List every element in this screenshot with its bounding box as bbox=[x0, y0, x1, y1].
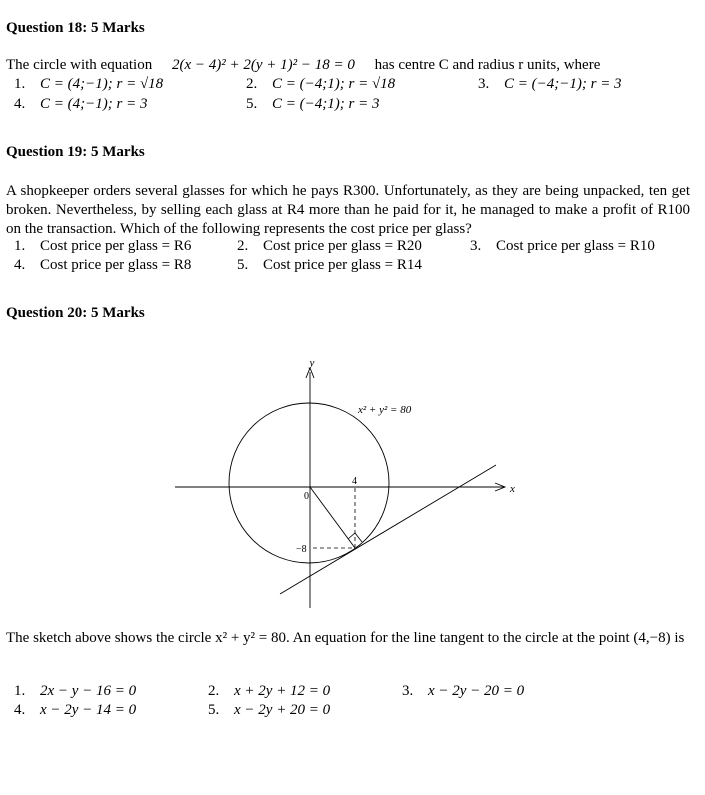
q19-heading-label: Question 19 bbox=[6, 144, 83, 160]
q19-option-3-number: 3. bbox=[470, 238, 482, 254]
q18-stem-equation: 2(x − 4)² + 2(y + 1)² − 18 = 0 bbox=[171, 57, 355, 73]
q18-option-3-text: C = (−4;−1); r = 3 bbox=[504, 76, 622, 92]
q19-option-4-number: 4. bbox=[14, 257, 26, 273]
q20-option-2[interactable] bbox=[208, 683, 330, 700]
q19-option-2-number: 2. bbox=[237, 238, 249, 254]
q19-heading-marks: : 5 Marks bbox=[82, 144, 145, 160]
q18-stem-prefix: The circle with equation bbox=[6, 57, 153, 73]
q20-option-4-text: x − 2y − 14 = 0 bbox=[40, 702, 137, 718]
q20-option-5[interactable] bbox=[208, 702, 330, 719]
q20-option-1-number: 1. bbox=[14, 683, 26, 699]
q18-stem-suffix: has centre C and radius r units, where bbox=[374, 57, 601, 73]
q18-option-2-text: C = (−4;1); r = √18 bbox=[272, 76, 396, 92]
tick-y-label: −8 bbox=[296, 544, 307, 555]
q19-option-5-number: 5. bbox=[237, 257, 249, 273]
y-axis-label: y bbox=[309, 357, 315, 369]
q18-option-5-number: 5. bbox=[246, 96, 258, 112]
q19-option-2-text: Cost price per glass = R20 bbox=[263, 238, 422, 254]
q20-option-2-text: x + 2y + 12 = 0 bbox=[234, 683, 331, 699]
q18-option-1-number: 1. bbox=[14, 76, 26, 92]
q19-option-4-text: Cost price per glass = R8 bbox=[40, 257, 192, 273]
circle-equation-label: x² + y² = 80 bbox=[358, 404, 412, 416]
x-axis-label: x bbox=[510, 483, 515, 495]
q19-stem: A shopkeeper orders several glasses for which he pays R300. Unfortunately, as they are being unpacked, ten get broken. Nevertheless, by selling each glass at R4 more than he paid for it, he managed to make a profit of R100 on the transaction. Which of the following represents the cost price per glass? bbox=[6, 183, 690, 237]
origin-label: 0 bbox=[304, 491, 309, 502]
q20-option-5-number: 5. bbox=[208, 702, 220, 718]
circle bbox=[229, 403, 389, 563]
q20-heading-marks: : 5 Marks bbox=[82, 305, 145, 321]
q19-option-1-text: Cost price per glass = R6 bbox=[40, 238, 192, 254]
tick-x-label: 4 bbox=[352, 476, 357, 487]
tangent-line bbox=[280, 465, 496, 594]
q18-option-4-number: 4. bbox=[14, 96, 26, 112]
q20-stem: The sketch above shows the circle x² + y² = 80. An equation for the line tangent to the circle at the point (4,−8) is bbox=[6, 630, 685, 646]
q18-option-5-text: C = (−4;1); r = 3 bbox=[272, 96, 380, 112]
q20-option-3-text: x − 2y − 20 = 0 bbox=[428, 683, 525, 699]
q19-option-3-text: Cost price per glass = R10 bbox=[496, 238, 655, 254]
q18-option-1-text: C = (4;−1); r = √18 bbox=[40, 76, 164, 92]
q18-option-4-text: C = (4;−1); r = 3 bbox=[40, 96, 148, 112]
q20-option-3[interactable] bbox=[402, 683, 524, 700]
q18-option-3-number: 3. bbox=[478, 76, 490, 92]
q20-option-1-text: 2x − y − 16 = 0 bbox=[40, 683, 137, 699]
q20-option-1[interactable] bbox=[14, 683, 136, 700]
q19-option-1-number: 1. bbox=[14, 238, 26, 254]
q20-option-4[interactable] bbox=[14, 702, 136, 719]
q18-option-2-number: 2. bbox=[246, 76, 258, 92]
q18-heading-marks: : 5 Marks bbox=[82, 20, 145, 36]
q20-heading-label: Question 20 bbox=[6, 305, 83, 321]
q20-option-5-text: x − 2y + 20 = 0 bbox=[234, 702, 331, 718]
q18-heading-label: Question 18 bbox=[6, 20, 83, 36]
q20-option-4-number: 4. bbox=[14, 702, 26, 718]
q19-option-5-text: Cost price per glass = R14 bbox=[263, 257, 422, 273]
q20-option-2-number: 2. bbox=[208, 683, 220, 699]
q20-option-3-number: 3. bbox=[402, 683, 414, 699]
